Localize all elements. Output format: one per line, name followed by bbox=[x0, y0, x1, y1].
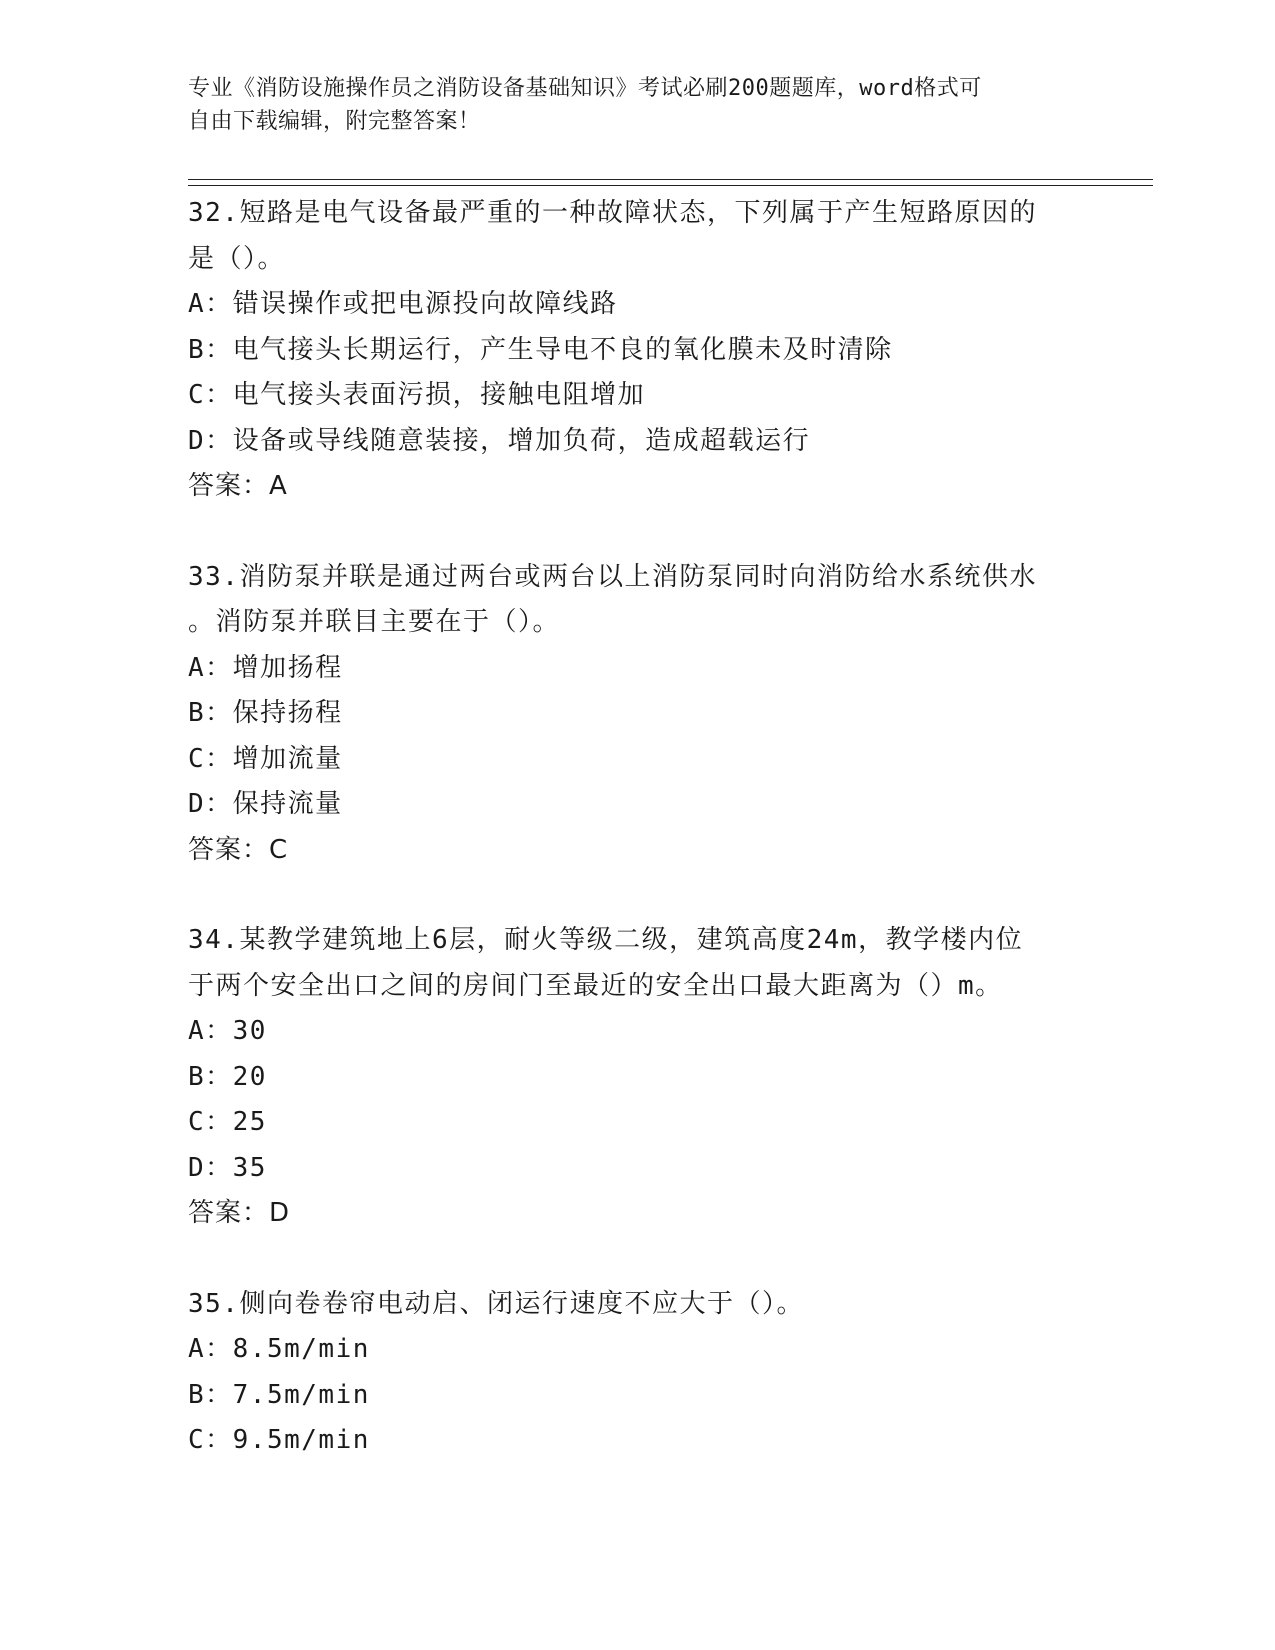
answer: 答案：C bbox=[188, 834, 289, 865]
question-32 bbox=[188, 191, 1088, 510]
question-stem-line: 33.消防泵并联是通过两台或两台以上消防泵同时向消防给水系统供水 bbox=[188, 561, 1037, 592]
option-d: D：35 bbox=[188, 1152, 267, 1183]
question-stem-line: 是（）。 bbox=[188, 243, 286, 274]
question-stem-line: 35.侧向卷卷帘电动启、闭运行速度不应大于（）。 bbox=[188, 1288, 804, 1319]
document-header bbox=[188, 72, 1068, 138]
question-35 bbox=[188, 1282, 1088, 1464]
option-a: A：错误操作或把电源投向故障线路 bbox=[188, 289, 618, 319]
option-d: D：设备或导线随意装接，增加负荷，造成超载运行 bbox=[188, 425, 811, 456]
header-line-2: 自由下载编辑，附完整答案！ bbox=[188, 109, 481, 134]
option-a: A：30 bbox=[188, 1016, 267, 1046]
header-divider-top bbox=[188, 179, 1153, 180]
option-b: B：电气接头长期运行，产生导电不良的氧化膜未及时清除 bbox=[188, 334, 893, 365]
question-stem-line: 。消防泵并联目主要在于（）。 bbox=[188, 607, 561, 637]
option-c: C：25 bbox=[188, 1107, 267, 1137]
option-b: B：保持扬程 bbox=[188, 698, 343, 728]
question-stem-line: 于两个安全出口之间的房间门至最近的安全出口最大距离为（）m。 bbox=[188, 970, 1003, 1001]
answer: 答案：A bbox=[188, 471, 288, 501]
answer: 答案：D bbox=[188, 1198, 291, 1228]
question-34 bbox=[188, 918, 1088, 1237]
option-b: B：7.5m/min bbox=[188, 1379, 370, 1410]
header-divider-bottom bbox=[188, 185, 1153, 186]
option-a: A：8.5m/min bbox=[188, 1334, 370, 1364]
option-a: A：增加扬程 bbox=[188, 652, 343, 683]
option-c: C：电气接头表面污损，接触电阻增加 bbox=[188, 380, 646, 410]
question-stem-line: 34.某教学建筑地上6层，耐火等级二级，建筑高度24m，教学楼内位 bbox=[188, 925, 1024, 955]
option-d: D：保持流量 bbox=[188, 789, 343, 819]
option-c: C：9.5m/min bbox=[188, 1425, 370, 1455]
option-c: C：增加流量 bbox=[188, 743, 343, 774]
option-b: B：20 bbox=[188, 1061, 267, 1092]
question-stem-line: 32.短路是电气设备最严重的一种故障状态，下列属于产生短路原因的 bbox=[188, 198, 1037, 228]
header-line-1: 专业《消防设施操作员之消防设备基础知识》考试必刷200题题库，word格式可 bbox=[188, 76, 982, 101]
question-33 bbox=[188, 555, 1088, 874]
question-list bbox=[188, 191, 1088, 1464]
